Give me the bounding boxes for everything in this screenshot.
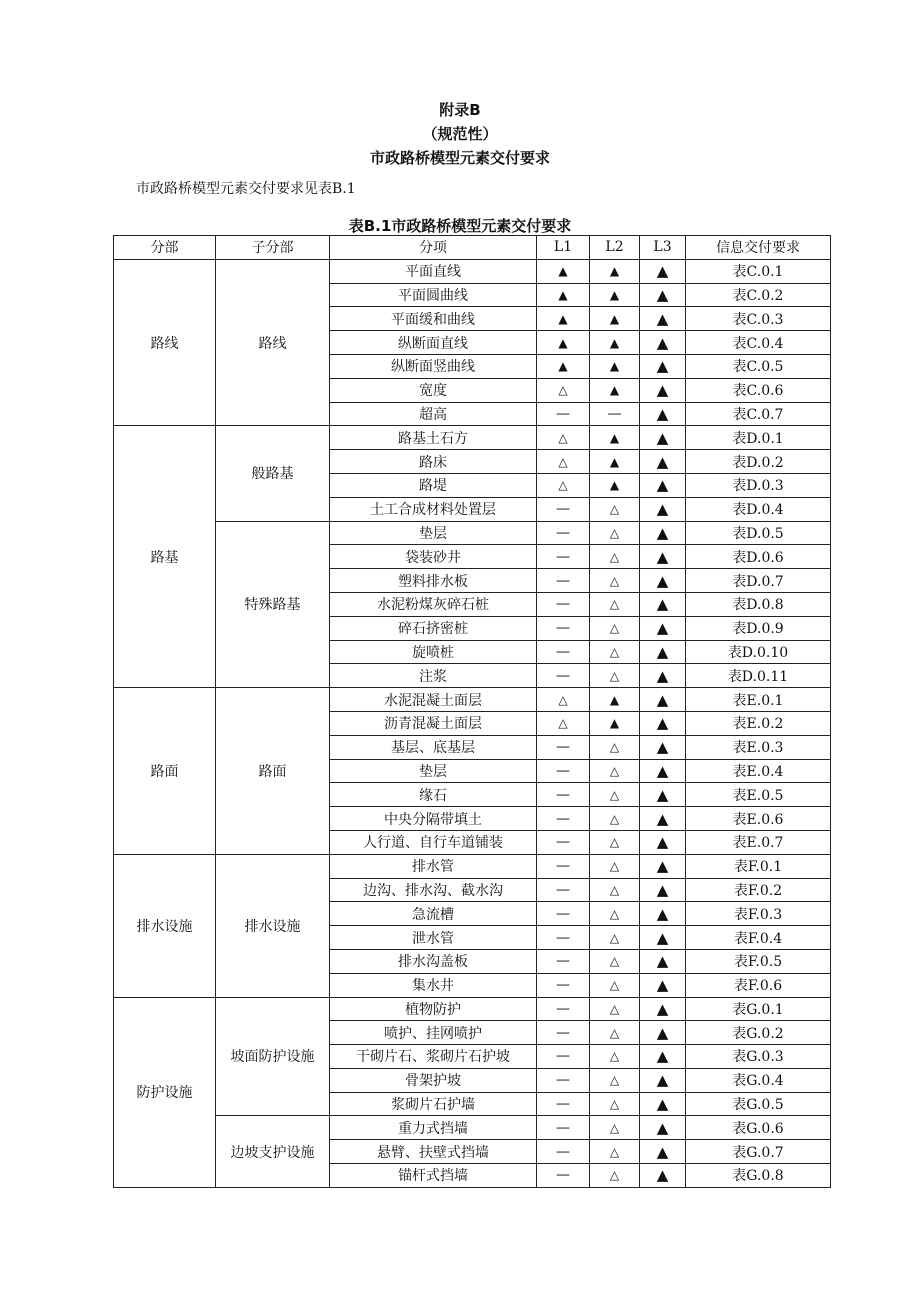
item-cell: 缘石 xyxy=(330,783,537,807)
table-body xyxy=(114,259,831,1187)
level-l2-cell: △ xyxy=(590,592,640,616)
info-cell: 表C.0.4 xyxy=(686,331,831,355)
table-row xyxy=(114,1116,831,1140)
table-row xyxy=(114,259,831,283)
info-cell: 表G.0.7 xyxy=(686,1140,831,1164)
item-cell: 纵断面竖曲线 xyxy=(330,354,537,378)
item-cell: 袋装砂井 xyxy=(330,545,537,569)
info-cell: 表F.0.3 xyxy=(686,902,831,926)
level-l3-cell: ▲ xyxy=(640,497,686,521)
header-l1: L1 xyxy=(537,236,590,260)
level-l1-cell: — xyxy=(537,854,590,878)
item-cell: 碎石挤密桩 xyxy=(330,616,537,640)
level-l3-cell: ▲ xyxy=(640,783,686,807)
level-l2-cell: △ xyxy=(590,807,640,831)
level-l2-cell: ▲ xyxy=(590,378,640,402)
level-l1-cell: △ xyxy=(537,688,590,712)
level-l3-cell: ▲ xyxy=(640,307,686,331)
item-cell: 路床 xyxy=(330,450,537,474)
subpart-cell: 排水设施 xyxy=(216,854,330,997)
level-l3-cell: ▲ xyxy=(640,259,686,283)
level-l1-cell: — xyxy=(537,1068,590,1092)
level-l1-cell: ▲ xyxy=(537,283,590,307)
level-l3-cell: ▲ xyxy=(640,926,686,950)
header-subpart: 子分部 xyxy=(216,236,330,260)
level-l1-cell: — xyxy=(537,1045,590,1069)
item-cell: 注浆 xyxy=(330,664,537,688)
info-cell: 表C.0.1 xyxy=(686,259,831,283)
level-l1-cell: — xyxy=(537,783,590,807)
item-cell: 路堤 xyxy=(330,473,537,497)
item-cell: 塑料排水板 xyxy=(330,569,537,593)
level-l1-cell: — xyxy=(537,1021,590,1045)
info-cell: 表F.0.2 xyxy=(686,878,831,902)
item-cell: 水泥粉煤灰碎石桩 xyxy=(330,592,537,616)
level-l2-cell: ▲ xyxy=(590,354,640,378)
item-cell: 垫层 xyxy=(330,521,537,545)
level-l2-cell: △ xyxy=(590,1140,640,1164)
level-l3-cell: ▲ xyxy=(640,473,686,497)
table-row xyxy=(114,997,831,1021)
level-l2-cell: △ xyxy=(590,878,640,902)
item-cell: 纵断面直线 xyxy=(330,331,537,355)
table-header-row xyxy=(114,236,831,260)
level-l2-cell: △ xyxy=(590,521,640,545)
level-l1-cell: ▲ xyxy=(537,354,590,378)
level-l1-cell: — xyxy=(537,497,590,521)
item-cell: 中央分隔带填土 xyxy=(330,807,537,831)
info-cell: 表D.0.4 xyxy=(686,497,831,521)
level-l3-cell: ▲ xyxy=(640,688,686,712)
level-l2-cell: △ xyxy=(590,1068,640,1092)
table-row xyxy=(114,521,831,545)
level-l1-cell: — xyxy=(537,830,590,854)
level-l2-cell: △ xyxy=(590,664,640,688)
level-l1-cell: △ xyxy=(537,473,590,497)
level-l1-cell: — xyxy=(537,616,590,640)
item-cell: 喷护、挂网喷护 xyxy=(330,1021,537,1045)
level-l3-cell: ▲ xyxy=(640,402,686,426)
level-l1-cell: — xyxy=(537,973,590,997)
level-l3-cell: ▲ xyxy=(640,997,686,1021)
header-info: 信息交付要求 xyxy=(686,236,831,260)
level-l1-cell: ▲ xyxy=(537,259,590,283)
header-item: 分项 xyxy=(330,236,537,260)
level-l3-cell: ▲ xyxy=(640,1116,686,1140)
level-l1-cell: — xyxy=(537,402,590,426)
level-l2-cell: △ xyxy=(590,926,640,950)
level-l1-cell: — xyxy=(537,949,590,973)
level-l2-cell: ▲ xyxy=(590,711,640,735)
level-l2-cell: △ xyxy=(590,735,640,759)
item-cell: 急流槽 xyxy=(330,902,537,926)
info-cell: 表E.0.1 xyxy=(686,688,831,712)
level-l1-cell: — xyxy=(537,1140,590,1164)
level-l3-cell: ▲ xyxy=(640,902,686,926)
level-l1-cell: — xyxy=(537,997,590,1021)
info-cell: 表F.0.5 xyxy=(686,949,831,973)
appendix-title: 附录B xyxy=(439,101,481,119)
item-cell: 排水沟盖板 xyxy=(330,949,537,973)
level-l3-cell: ▲ xyxy=(640,450,686,474)
level-l1-cell: — xyxy=(537,569,590,593)
info-cell: 表C.0.7 xyxy=(686,402,831,426)
item-cell: 旋喷桩 xyxy=(330,640,537,664)
level-l3-cell: ▲ xyxy=(640,569,686,593)
item-cell: 植物防护 xyxy=(330,997,537,1021)
level-l2-cell: ▲ xyxy=(590,259,640,283)
info-cell: 表G.0.4 xyxy=(686,1068,831,1092)
item-cell: 排水管 xyxy=(330,854,537,878)
level-l1-cell: △ xyxy=(537,426,590,450)
info-cell: 表E.0.6 xyxy=(686,807,831,831)
appendix-subtitle: 市政路桥模型元素交付要求 xyxy=(369,149,550,167)
header-part: 分部 xyxy=(114,236,216,260)
item-cell: 干砌片石、浆砌片石护坡 xyxy=(330,1045,537,1069)
level-l3-cell: ▲ xyxy=(640,1045,686,1069)
info-cell: 表G.0.1 xyxy=(686,997,831,1021)
level-l2-cell: △ xyxy=(590,1021,640,1045)
item-cell: 平面缓和曲线 xyxy=(330,307,537,331)
level-l1-cell: — xyxy=(537,926,590,950)
level-l2-cell: △ xyxy=(590,949,640,973)
level-l3-cell: ▲ xyxy=(640,354,686,378)
info-cell: 表G.0.5 xyxy=(686,1092,831,1116)
item-cell: 基层、底基层 xyxy=(330,735,537,759)
table-caption: 表B.1市政路桥模型元素交付要求 xyxy=(348,217,572,235)
level-l2-cell: △ xyxy=(590,1164,640,1188)
item-cell: 浆砌片石护墙 xyxy=(330,1092,537,1116)
level-l3-cell: ▲ xyxy=(640,759,686,783)
level-l3-cell: ▲ xyxy=(640,735,686,759)
level-l1-cell: — xyxy=(537,1092,590,1116)
level-l2-cell: ▲ xyxy=(590,688,640,712)
info-cell: 表D.0.11 xyxy=(686,664,831,688)
intro-paragraph: 市政路桥模型元素交付要求见表B.1 xyxy=(136,181,356,197)
level-l2-cell: ▲ xyxy=(590,450,640,474)
info-cell: 表D.0.8 xyxy=(686,592,831,616)
level-l2-cell: △ xyxy=(590,616,640,640)
info-cell: 表E.0.3 xyxy=(686,735,831,759)
item-cell: 超高 xyxy=(330,402,537,426)
info-cell: 表D.0.2 xyxy=(686,450,831,474)
level-l3-cell: ▲ xyxy=(640,545,686,569)
level-l3-cell: ▲ xyxy=(640,807,686,831)
level-l3-cell: ▲ xyxy=(640,711,686,735)
subpart-cell: 特殊路基 xyxy=(216,521,330,688)
level-l2-cell: △ xyxy=(590,640,640,664)
info-cell: 表D.0.3 xyxy=(686,473,831,497)
level-l2-cell: △ xyxy=(590,569,640,593)
header-l3: L3 xyxy=(640,236,686,260)
info-cell: 表C.0.3 xyxy=(686,307,831,331)
level-l1-cell: — xyxy=(537,545,590,569)
item-cell: 重力式挡墙 xyxy=(330,1116,537,1140)
info-cell: 表E.0.7 xyxy=(686,830,831,854)
info-cell: 表D.0.7 xyxy=(686,569,831,593)
item-cell: 泄水管 xyxy=(330,926,537,950)
subpart-cell: 路面 xyxy=(216,688,330,855)
item-cell: 垫层 xyxy=(330,759,537,783)
info-cell: 表E.0.4 xyxy=(686,759,831,783)
appendix-type: （规范性） xyxy=(422,125,498,143)
info-cell: 表E.0.5 xyxy=(686,783,831,807)
subpart-cell: 般路基 xyxy=(216,426,330,521)
table-row xyxy=(114,426,831,450)
level-l1-cell: △ xyxy=(537,450,590,474)
level-l1-cell: △ xyxy=(537,711,590,735)
level-l2-cell: △ xyxy=(590,1045,640,1069)
level-l1-cell: ▲ xyxy=(537,307,590,331)
info-cell: 表D.0.6 xyxy=(686,545,831,569)
level-l1-cell: — xyxy=(537,521,590,545)
level-l3-cell: ▲ xyxy=(640,378,686,402)
level-l2-cell: — xyxy=(590,402,640,426)
level-l3-cell: ▲ xyxy=(640,1140,686,1164)
item-cell: 平面直线 xyxy=(330,259,537,283)
level-l3-cell: ▲ xyxy=(640,1021,686,1045)
item-cell: 土工合成材料处置层 xyxy=(330,497,537,521)
level-l3-cell: ▲ xyxy=(640,1068,686,1092)
part-cell: 排水设施 xyxy=(114,854,216,997)
item-cell: 悬臂、扶壁式挡墙 xyxy=(330,1140,537,1164)
level-l2-cell: ▲ xyxy=(590,331,640,355)
part-cell: 路面 xyxy=(114,688,216,855)
level-l1-cell: ▲ xyxy=(537,331,590,355)
info-cell: 表C.0.2 xyxy=(686,283,831,307)
level-l1-cell: — xyxy=(537,807,590,831)
level-l3-cell: ▲ xyxy=(640,640,686,664)
level-l1-cell: — xyxy=(537,640,590,664)
level-l2-cell: ▲ xyxy=(590,473,640,497)
level-l2-cell: △ xyxy=(590,497,640,521)
info-cell: 表F.0.4 xyxy=(686,926,831,950)
level-l3-cell: ▲ xyxy=(640,973,686,997)
level-l2-cell: ▲ xyxy=(590,283,640,307)
info-cell: 表G.0.3 xyxy=(686,1045,831,1069)
level-l2-cell: ▲ xyxy=(590,307,640,331)
level-l3-cell: ▲ xyxy=(640,664,686,688)
part-cell: 防护设施 xyxy=(114,997,216,1187)
level-l1-cell: — xyxy=(537,902,590,926)
level-l1-cell: — xyxy=(537,759,590,783)
level-l1-cell: — xyxy=(537,1116,590,1140)
level-l2-cell: △ xyxy=(590,902,640,926)
level-l1-cell: △ xyxy=(537,378,590,402)
subpart-cell: 坡面防护设施 xyxy=(216,997,330,1116)
info-cell: 表F.0.1 xyxy=(686,854,831,878)
level-l3-cell: ▲ xyxy=(640,521,686,545)
item-cell: 人行道、自行车道铺装 xyxy=(330,830,537,854)
level-l1-cell: — xyxy=(537,592,590,616)
item-cell: 平面圆曲线 xyxy=(330,283,537,307)
item-cell: 边沟、排水沟、截水沟 xyxy=(330,878,537,902)
part-cell: 路线 xyxy=(114,259,216,426)
part-cell: 路基 xyxy=(114,426,216,688)
level-l3-cell: ▲ xyxy=(640,878,686,902)
item-cell: 路基土石方 xyxy=(330,426,537,450)
level-l3-cell: ▲ xyxy=(640,426,686,450)
item-cell: 锚杆式挡墙 xyxy=(330,1164,537,1188)
level-l3-cell: ▲ xyxy=(640,854,686,878)
info-cell: 表D.0.5 xyxy=(686,521,831,545)
level-l2-cell: ▲ xyxy=(590,426,640,450)
info-cell: 表G.0.8 xyxy=(686,1164,831,1188)
level-l3-cell: ▲ xyxy=(640,1092,686,1116)
spec-table xyxy=(113,235,831,1188)
level-l2-cell: △ xyxy=(590,830,640,854)
level-l2-cell: △ xyxy=(590,854,640,878)
level-l3-cell: ▲ xyxy=(640,283,686,307)
level-l3-cell: ▲ xyxy=(640,616,686,640)
header-l2: L2 xyxy=(590,236,640,260)
info-cell: 表C.0.6 xyxy=(686,378,831,402)
level-l3-cell: ▲ xyxy=(640,1164,686,1188)
level-l2-cell: △ xyxy=(590,1116,640,1140)
info-cell: 表D.0.1 xyxy=(686,426,831,450)
item-cell: 骨架护坡 xyxy=(330,1068,537,1092)
info-cell: 表F.0.6 xyxy=(686,973,831,997)
table-row xyxy=(114,854,831,878)
level-l2-cell: △ xyxy=(590,997,640,1021)
info-cell: 表C.0.5 xyxy=(686,354,831,378)
level-l3-cell: ▲ xyxy=(640,592,686,616)
level-l2-cell: △ xyxy=(590,783,640,807)
level-l1-cell: — xyxy=(537,735,590,759)
level-l1-cell: — xyxy=(537,1164,590,1188)
item-cell: 集水井 xyxy=(330,973,537,997)
subpart-cell: 边坡支护设施 xyxy=(216,1116,330,1187)
info-cell: 表D.0.9 xyxy=(686,616,831,640)
info-cell: 表D.0.10 xyxy=(686,640,831,664)
level-l1-cell: — xyxy=(537,664,590,688)
level-l1-cell: — xyxy=(537,878,590,902)
level-l3-cell: ▲ xyxy=(640,830,686,854)
item-cell: 沥青混凝土面层 xyxy=(330,711,537,735)
level-l2-cell: △ xyxy=(590,545,640,569)
item-cell: 宽度 xyxy=(330,378,537,402)
info-cell: 表G.0.2 xyxy=(686,1021,831,1045)
level-l3-cell: ▲ xyxy=(640,331,686,355)
level-l2-cell: △ xyxy=(590,973,640,997)
level-l3-cell: ▲ xyxy=(640,949,686,973)
subpart-cell: 路线 xyxy=(216,259,330,426)
info-cell: 表E.0.2 xyxy=(686,711,831,735)
level-l2-cell: △ xyxy=(590,759,640,783)
item-cell: 水泥混凝土面层 xyxy=(330,688,537,712)
table-row xyxy=(114,688,831,712)
info-cell: 表G.0.6 xyxy=(686,1116,831,1140)
level-l2-cell: △ xyxy=(590,1092,640,1116)
